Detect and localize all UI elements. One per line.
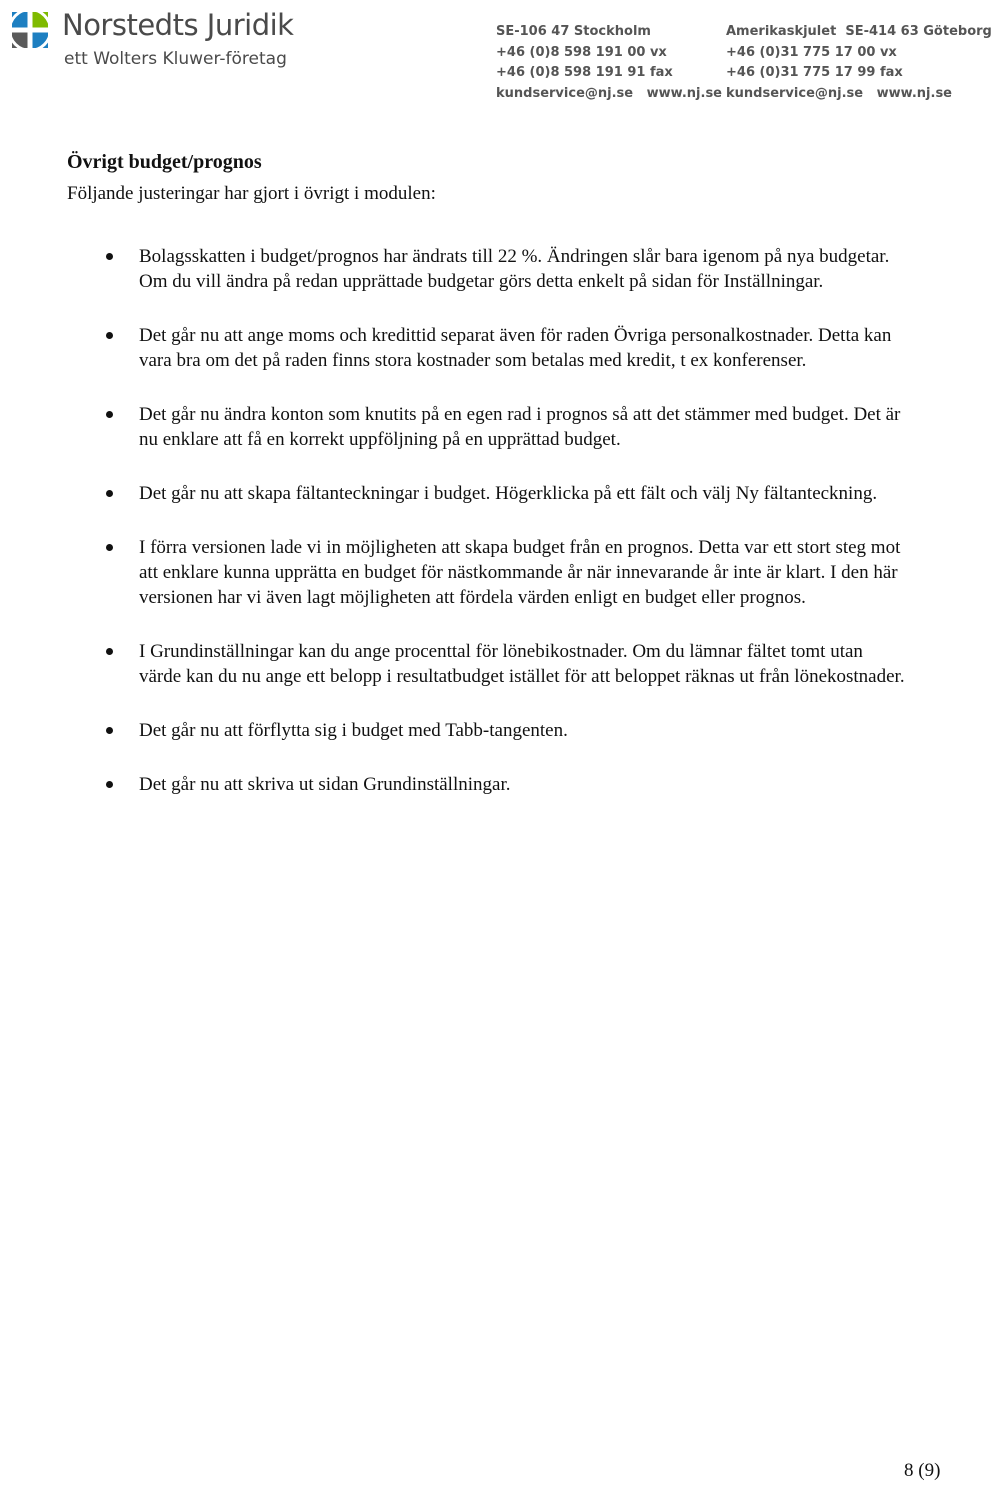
stockholm-address: SE-106 47 Stockholm <box>496 24 651 39</box>
goteborg-address-block <box>726 22 992 104</box>
list-item: I Grundinställningar kan du ange procenttal för lönebikostnader. Om du lämnar fältet tomt utan värde kan du nu ange ett belopp i resultatbudget istället för att beloppet räknas ut från lönekostnader. <box>67 639 927 689</box>
brand-tagline: ett Wolters Kluwer-företag <box>64 49 287 69</box>
stockholm-phone: +46 (0)8 598 191 00 vx <box>496 44 667 60</box>
list-item: Det går nu att ange moms och kredittid separat även för raden Övriga personalkostnader. Detta kan vara bra om det på raden finns stora kostnader som betalas med kredit, t ex konferenser. <box>67 323 927 373</box>
page-header <box>0 0 992 110</box>
document-body <box>67 148 927 826</box>
list-item: I förra versionen lade vi in möjligheten att skapa budget från en prognos. Detta var ett stort steg mot att enklare kunna upprätta en budget för nästkommande år när innevarande år inte är klart. I den här versionen har vi även lagt möjligheten att fördela värden enligt en budget eller prognos. <box>67 535 927 610</box>
section-intro: Följande justeringar har gjort i övrigt i modulen: <box>67 183 436 204</box>
list-item: Bolagsskatten i budget/prognos har ändrats till 22 %. Ändringen slår bara igenom på nya budgetar. Om du vill ändra på redan upprättade budgetar görs detta enkelt på sidan för Inställningar. <box>67 244 927 294</box>
list-item: Det går nu att skapa fältanteckningar i budget. Högerklicka på ett fält och välj Ny fältanteckning. <box>67 481 927 506</box>
goteborg-phone: +46 (0)31 775 17 00 vx <box>726 44 897 60</box>
list-item: Det går nu att förflytta sig i budget med Tabb-tangenten. <box>67 718 927 743</box>
goteborg-fax: +46 (0)31 775 17 99 fax <box>726 65 903 80</box>
company-logo <box>8 6 308 76</box>
section-heading: Övrigt budget/prognos <box>67 151 262 173</box>
list-item: Det går nu att skriva ut sidan Grundinställningar. <box>67 772 927 797</box>
goteborg-contact: kundservice@nj.se www.nj.se <box>726 85 953 101</box>
list-item: Det går nu ändra konton som knutits på en egen rad i prognos så att det stämmer med budget. Det är nu enklare att få en korrekt uppföljning på en upprättad budget. <box>67 402 927 452</box>
stockholm-address-block <box>496 22 722 104</box>
change-list <box>67 244 927 797</box>
stockholm-contact: kundservice@nj.se www.nj.se <box>496 85 723 101</box>
four-square-cross-logo-icon <box>8 8 52 52</box>
page-number: 8 (9) <box>904 1460 941 1481</box>
stockholm-fax: +46 (0)8 598 191 91 fax <box>496 65 673 80</box>
goteborg-address: Amerikaskjulet SE-414 63 Göteborg <box>726 24 992 39</box>
brand-name: Norstedts Juridik <box>62 8 294 42</box>
